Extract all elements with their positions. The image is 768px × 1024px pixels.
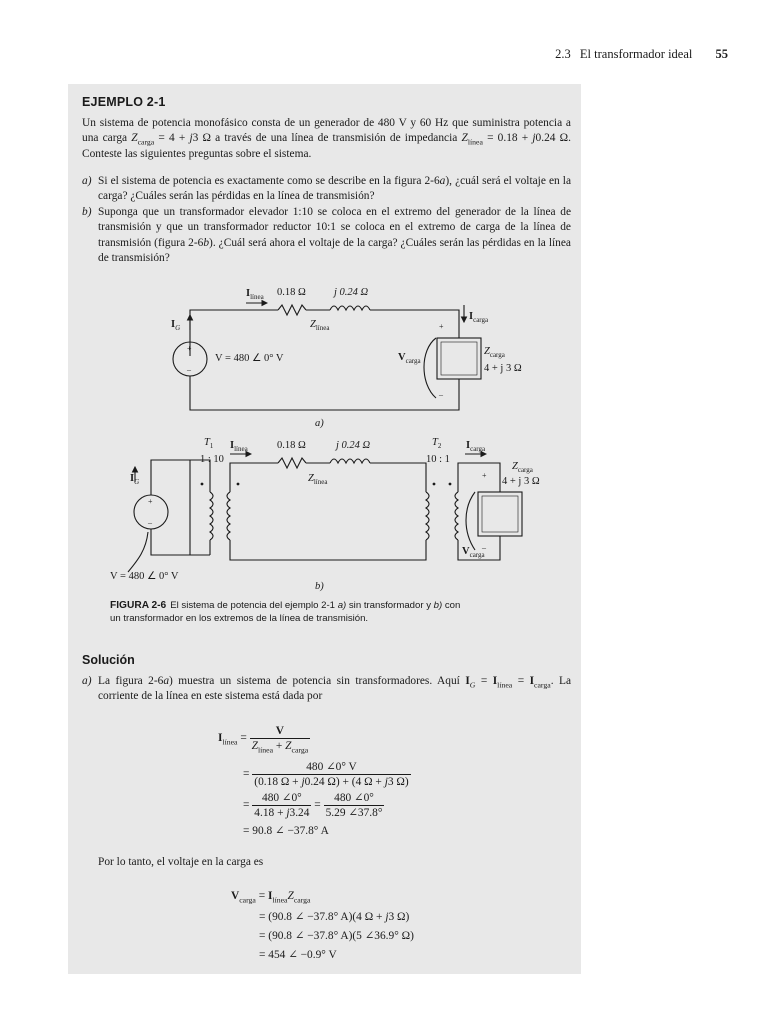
label-a-iline: $I_{línea}$: [246, 288, 264, 301]
wire-a-bottom: [190, 376, 459, 410]
fraction-2: $\frac{480 \angle 0^\circ V}{(0.18 \Omega + j0.24 \Omega) + (4 \Omega + j3 \Omega)}$: [254, 761, 409, 788]
fraction-4: $\frac{480 \angle 0^\circ}{5.29 \angle 37.8^\circ}$: [325, 792, 383, 819]
therefore-text: Por lo tanto, el voltaje en la carga es: [98, 856, 264, 868]
wire-b-source: [190, 460, 210, 555]
label-b-t1-ratio: 1 : 10: [200, 454, 224, 465]
resistor-a: [278, 305, 306, 315]
section-number: 2.3: [555, 47, 571, 61]
label-a-vload: $V_{carga}$: [398, 352, 421, 365]
fraction-3: $\frac{480 \angle 0^\circ}{4.18 + j3.24}$: [254, 792, 310, 819]
wire-b-line-bottom: [230, 540, 426, 560]
wire-b-source-loop: [151, 460, 190, 555]
eq-current-line3: = $\frac{480 \angle 0^\circ}{4.18 + j3.24}$ = $\frac{480 \angle 0^\circ}{5.29 \angle 37.8^\circ}$: [243, 792, 383, 819]
label-b-load-plus: +: [482, 471, 487, 480]
label-b-x: j 0.24 Ω: [336, 440, 371, 451]
label-a-load-plus: +: [439, 322, 444, 331]
figure-caption: FIGURA 2-6 El sistema de potencia del ejemplo 2-1 a) sin transformador y b) con un transformador en los extremos de la línea de transmisión.: [110, 600, 461, 624]
example-heading: EJEMPLO 2-1: [82, 95, 166, 109]
wire-b-line-right: [370, 463, 426, 492]
inductor-b: [330, 459, 370, 463]
example-intro: Un sistema de potencia monofásico consta de un generador de 480 V y 60 Hz que suministra potencia a una carga $Z_{carga} = 4 + j3$ Ω a través de una línea de transmisión de impedancia $Z_{línea} = 0.18 + j0.24$ Ω. Conteste las siguientes preguntas sobre el sistema.: [82, 117, 571, 160]
wire-b-line-left: [230, 463, 278, 492]
label-a-ig: $I_G$: [171, 319, 181, 332]
eq-voltage-line1: $V_{carga} = I_{línea}Z_{carga}$: [231, 890, 311, 905]
inductor-a: [330, 306, 370, 310]
label-b-src-plus: +: [148, 497, 153, 506]
label-a-iload: $I_{carga}$: [469, 311, 489, 324]
t1-primary-coil: [210, 492, 213, 540]
t2-primary-coil: [426, 492, 429, 540]
page-number: 55: [715, 47, 728, 61]
example-questions: [82, 174, 571, 266]
label-b-t2: $T_2$: [432, 437, 442, 450]
label-a-zload-val: 4 + j 3 Ω: [484, 363, 522, 374]
label-b-iline: $I_{línea}$: [230, 440, 248, 453]
load-box-b-inner: [482, 496, 518, 532]
eq-current-line1: $I_{línea}$ = $\frac{V}{Z_{línea} + Z_{carga}}$: [218, 725, 309, 755]
wire-b-load-top: [458, 463, 500, 492]
label-b-zline: $Z_{línea}$: [308, 473, 328, 486]
eq-current-line2: = $\frac{480 \angle 0^\circ V}{(0.18 \Omega + j0.24 \Omega) + (4 \Omega + j3 \Omega)}$: [243, 761, 409, 788]
eq-voltage-line2: = (90.8 ∠ −37.8° A)(4 Ω + j3 Ω): [259, 911, 410, 923]
label-b-source: V = 480 ∠ 0° V: [110, 571, 179, 582]
sublabel-b: b): [315, 581, 324, 592]
question-a: a) Si el sistema de potencia es exactamente como se describe en la figura 2-6a), ¿cuál será el voltaje en la carga? ¿Cuáles serán las pérdidas en la línea de transmisión?: [82, 175, 572, 203]
label-a-src-plus: +: [187, 344, 192, 353]
label-a-load-minus: –: [439, 390, 443, 399]
label-b-r: 0.18 Ω: [277, 440, 306, 451]
running-head: [555, 47, 728, 62]
v-carga-arc-b: [466, 492, 475, 550]
question-b: b) Suponga que un transformador elevador 1:10 se coloca en el extremo del generador de la línea de transmisión y que un transformador reductor 10:1 se coloca en el extremo de carga de la línea de transmisión (figura 2-6b). ¿Cuál será ahora el voltaje de la carga? ¿Cuáles serán las pérdidas en la línea de transmisión?: [82, 205, 571, 265]
t2-secondary-coil: [455, 492, 458, 540]
label-a-zload: $Z_{carga}$: [484, 346, 505, 359]
label-a-src-minus: –: [187, 365, 191, 374]
label-a-r: 0.18 Ω: [277, 287, 306, 298]
solution-a: a) La figura 2-6a) muestra un sistema de potencia sin transformadores. Aquí $I_G = I_{línea} = I_{carga}$. La corriente de la línea en este sistema está dada por: [82, 675, 572, 703]
label-b-zload: $Z_{carga}$: [512, 461, 533, 474]
fraction-1: $\frac{V}{Z_{línea} + Z_{carga}}$: [251, 725, 309, 755]
label-a-zline: $Z_{línea}$: [310, 319, 330, 332]
load-box-a: [437, 338, 481, 379]
label-b-zload-val: 4 + j 3 Ω: [502, 476, 540, 487]
load-box-b: [478, 492, 522, 536]
label-b-ig: $I_G$: [130, 473, 140, 486]
v-carga-arc-a: [424, 338, 436, 398]
wire-a-right-top: [370, 310, 459, 338]
figure-2-6: [68, 270, 581, 595]
eq-current-result: = 90.8 ∠ −37.8° A: [243, 825, 329, 837]
t1-secondary-coil: [227, 492, 230, 540]
eq-voltage-line4: = 454 ∠ −0.9° V: [259, 949, 337, 961]
label-b-vload: $V_{carga}$: [462, 546, 485, 559]
label-b-load-minus: –: [482, 543, 486, 552]
load-box-a-inner: [441, 342, 477, 375]
label-a-x: j 0.24 Ω: [334, 287, 369, 298]
label-b-t2-ratio: 10 : 1: [426, 454, 450, 465]
label-b-src-minus: –: [148, 518, 152, 527]
sublabel-a: a): [315, 418, 324, 429]
label-a-source: V = 480 ∠ 0° V: [215, 353, 284, 364]
resistor-b: [278, 458, 306, 468]
label-b-iload: $I_{carga}$: [466, 440, 486, 453]
solution-heading: Solución: [82, 653, 135, 667]
label-b-t1: $T_1$: [204, 437, 214, 450]
section-title: El transformador ideal: [579, 47, 693, 61]
source-pointer-b: [128, 532, 148, 572]
eq-voltage-line3: = (90.8 ∠ −37.8° A)(5 ∠36.9° Ω): [259, 930, 414, 942]
